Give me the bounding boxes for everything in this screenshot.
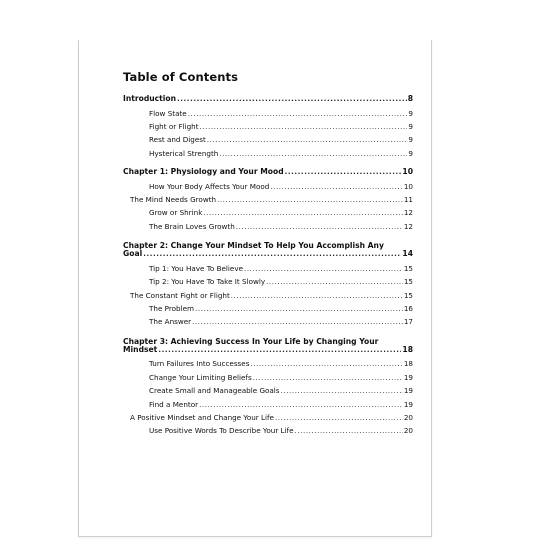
dot-leader	[250, 360, 402, 368]
toc-chapter-entry[interactable]	[123, 250, 413, 258]
toc-entry-label: Tip 1: You Have To Believe	[149, 263, 244, 273]
toc-entry-label: The Constant Fight or Flight	[130, 290, 230, 300]
toc-page-number: 19	[403, 399, 413, 409]
dot-leader	[203, 209, 402, 217]
dot-leader	[177, 95, 407, 103]
toc-subsection-entry[interactable]	[123, 123, 413, 131]
toc-chapter-entry[interactable]	[123, 346, 413, 354]
toc-page-number: 19	[403, 372, 413, 382]
toc-entry-label: Change Your Limiting Beliefs	[149, 372, 252, 382]
toc-subsection-entry[interactable]	[123, 223, 413, 231]
dot-leader	[253, 374, 403, 382]
dot-leader	[231, 292, 403, 300]
dot-leader	[219, 150, 407, 158]
toc-subsection-entry[interactable]	[123, 183, 413, 191]
toc-page-number: 9	[408, 108, 413, 118]
toc-entry-label: Introduction	[123, 94, 177, 103]
toc-page-number: 9	[408, 148, 413, 158]
toc-entry-label: Goal	[123, 249, 143, 259]
toc-subsection-entry[interactable]	[123, 136, 413, 144]
toc-page-number: 16	[403, 304, 413, 314]
toc-entry-label: Grow or Shrink	[149, 208, 203, 218]
dot-leader	[281, 387, 403, 395]
toc-subsection-entry[interactable]	[123, 305, 413, 313]
toc-entry-label: Mindset	[123, 344, 158, 354]
toc-section-entry[interactable]	[123, 196, 413, 204]
toc-page-number: 15	[403, 263, 413, 273]
dot-leader	[143, 250, 401, 258]
toc-entries	[123, 95, 413, 435]
toc-entry-label: Chapter 1: Physiology and Your Mood	[123, 167, 284, 177]
toc-section	[123, 337, 413, 435]
toc-entry-label: Turn Failures Into Successes	[149, 359, 250, 369]
dot-leader	[244, 265, 403, 273]
chapter-title-line: Chapter 2: Change Your Mindset To Help You Accomplish Any	[123, 241, 384, 251]
toc-entry-label: Rest and Digest	[149, 135, 206, 145]
dot-leader	[266, 278, 403, 286]
toc-page-number: 10	[402, 167, 413, 177]
toc-entry-label: The Answer	[149, 317, 192, 327]
toc-subsection-entry[interactable]	[123, 209, 413, 217]
dot-leader	[192, 318, 403, 326]
table-of-contents	[123, 70, 413, 435]
toc-page-number: 18	[402, 344, 413, 354]
toc-page-number: 12	[403, 221, 413, 231]
toc-entry-label: Hysterical Strength	[149, 148, 219, 158]
toc-page-number: 17	[403, 317, 413, 327]
toc-page-number: 19	[403, 386, 413, 396]
toc-page-number: 15	[403, 290, 413, 300]
chapter-title-line: Chapter 3: Achieving Success In Your Life by Changing Your	[123, 336, 379, 346]
dot-leader	[236, 223, 403, 231]
dot-leader	[158, 346, 401, 354]
toc-subsection-entry[interactable]	[123, 265, 413, 273]
toc-entry-label: Use Positive Words To Describe Your Life	[149, 426, 294, 436]
toc-section-entry[interactable]	[123, 292, 413, 300]
toc-page-number: 11	[403, 195, 413, 205]
toc-entry-label: Flow State	[149, 108, 187, 118]
toc-subsection-entry[interactable]	[123, 427, 413, 435]
dot-leader	[270, 183, 403, 191]
toc-entry-label: How Your Body Affects Your Mood	[149, 181, 270, 191]
toc-entry-label: Create Small and Manageable Goals	[149, 386, 280, 396]
dot-leader	[188, 110, 408, 118]
dot-leader	[295, 427, 403, 435]
toc-section	[123, 241, 413, 326]
dot-leader	[200, 123, 408, 131]
toc-section-entry[interactable]	[123, 414, 413, 422]
toc-section	[123, 168, 413, 231]
toc-entry-label: Find a Mentor	[149, 399, 199, 409]
dot-leader	[195, 305, 403, 313]
document-page	[78, 40, 432, 537]
toc-subsection-entry[interactable]	[123, 278, 413, 286]
toc-title: Table of Contents	[123, 70, 239, 84]
toc-entry-label: The Problem	[149, 304, 195, 314]
toc-subsection-entry[interactable]	[123, 374, 413, 382]
toc-page-number: 20	[403, 412, 413, 422]
toc-page-number: 14	[402, 249, 413, 259]
toc-page-number: 15	[403, 277, 413, 287]
toc-subsection-entry[interactable]	[123, 401, 413, 409]
toc-page-number: 18	[403, 359, 413, 369]
toc-subsection-entry[interactable]	[123, 318, 413, 326]
toc-subsection-entry[interactable]	[123, 110, 413, 118]
toc-entry-label: The Brain Loves Growth	[149, 221, 235, 231]
toc-chapter-entry[interactable]	[123, 95, 413, 103]
toc-subsection-entry[interactable]	[123, 150, 413, 158]
toc-page-number: 20	[403, 426, 413, 436]
toc-entry-label: A Positive Mindset and Change Your Life	[130, 412, 274, 422]
dot-leader	[207, 136, 408, 144]
toc-entry-label: Tip 2: You Have To Take It Slowly	[149, 277, 266, 287]
dot-leader	[199, 401, 403, 409]
toc-page-number: 9	[408, 121, 413, 131]
toc-section	[123, 95, 413, 158]
toc-entry-label: The Mind Needs Growth	[130, 195, 217, 205]
toc-page-number: 10	[403, 181, 413, 191]
toc-subsection-entry[interactable]	[123, 387, 413, 395]
dot-leader	[275, 414, 403, 422]
toc-page-number: 9	[408, 135, 413, 145]
toc-subsection-entry[interactable]	[123, 360, 413, 368]
toc-entry-label: Fight or Flight	[149, 121, 199, 131]
dot-leader	[217, 196, 403, 204]
toc-chapter-entry[interactable]	[123, 168, 413, 176]
dot-leader	[285, 168, 402, 176]
toc-page-number: 12	[403, 208, 413, 218]
toc-page-number: 8	[407, 94, 413, 103]
